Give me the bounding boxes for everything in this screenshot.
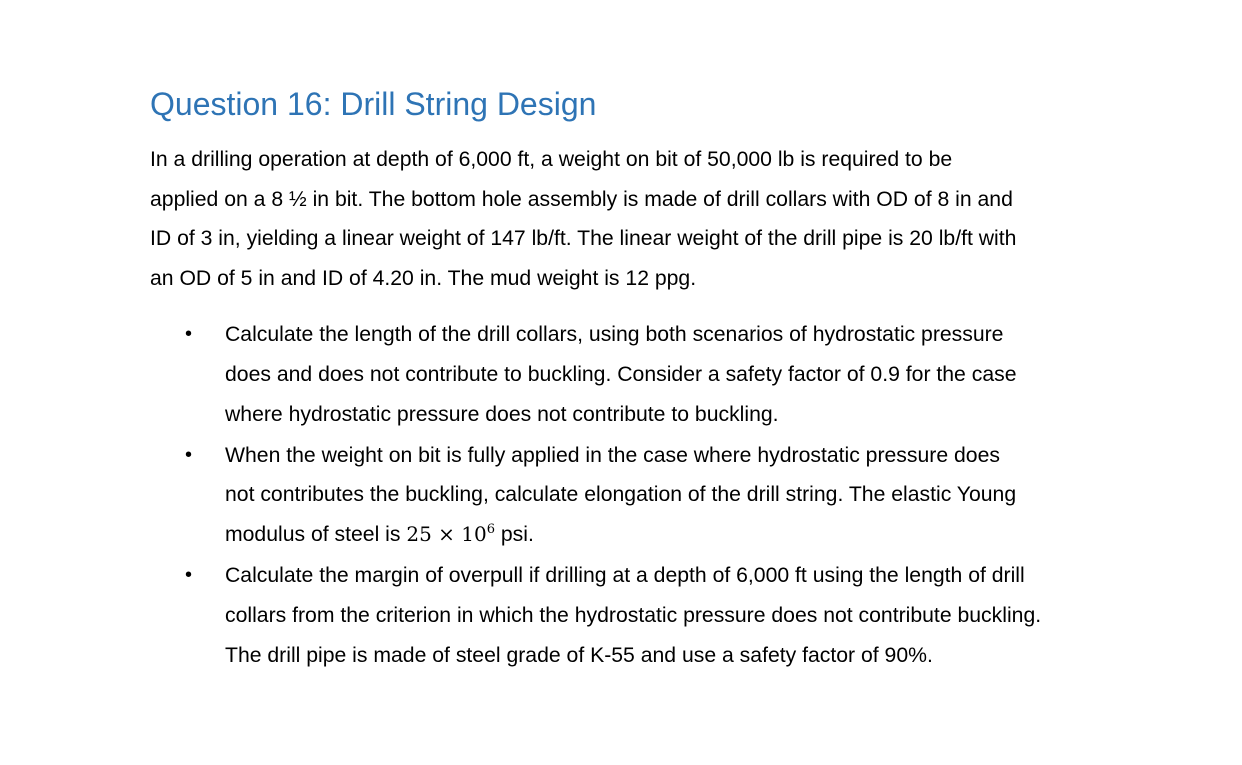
problem-statement-line: ID of 3 in, yielding a linear weight of 147 lb/ft. The linear weight of the drill pipe is 20 lb/ft with <box>150 227 1017 251</box>
task-line: Calculate the margin of overpull if drilling at a depth of 6,000 ft using the length of drill <box>225 564 1025 588</box>
task-line-text: modulus of steel is <box>225 523 407 547</box>
task-line-text: psi. <box>495 523 534 547</box>
task-line: The drill pipe is made of steel grade of K-55 and use a safety factor of 90%. <box>225 644 933 668</box>
problem-statement-line: In a drilling operation at depth of 6,000 ft, a weight on bit of 50,000 lb is required to be <box>150 148 953 171</box>
problem-statement-line: an OD of 5 in and ID of 4.20 in. The mud weight is 12 ppg. <box>150 267 697 291</box>
problem-statement-line: applied on a 8 ½ in bit. The bottom hole assembly is made of drill collars with OD of 8 in and <box>150 187 1013 211</box>
task-line: Calculate the length of the drill collars, using both scenarios of hydrostatic pressure <box>225 322 1004 346</box>
task-line: where hydrostatic pressure does not contribute to buckling. <box>225 402 779 426</box>
problem-statement <box>150 140 1095 299</box>
bullet-icon: • <box>185 322 193 345</box>
task-line: does and does not contribute to buckling. Consider a safety factor of 0.9 for the case <box>225 362 1017 386</box>
question-title: Question 16: Drill String Design <box>150 86 597 122</box>
formula-base: 25 × 10 <box>406 522 487 547</box>
formula-exponent: 6 <box>486 522 496 538</box>
document-page <box>150 84 1095 677</box>
task-line: not contributes the buckling, calculate elongation of the drill string. The elastic Young <box>225 483 1017 507</box>
bullet-icon: • <box>185 564 193 587</box>
task-list <box>150 315 1095 676</box>
task-item <box>150 315 1095 435</box>
young-modulus-formula <box>406 522 495 546</box>
task-line: When the weight on bit is fully applied in the case where hydrostatic pressure does <box>225 443 1000 467</box>
task-line-with-formula <box>225 515 1095 555</box>
task-item <box>150 556 1095 676</box>
task-item <box>150 436 1095 556</box>
task-line: collars from the criterion in which the hydrostatic pressure does not contribute buckling. <box>225 604 1042 628</box>
bullet-icon: • <box>185 443 193 466</box>
